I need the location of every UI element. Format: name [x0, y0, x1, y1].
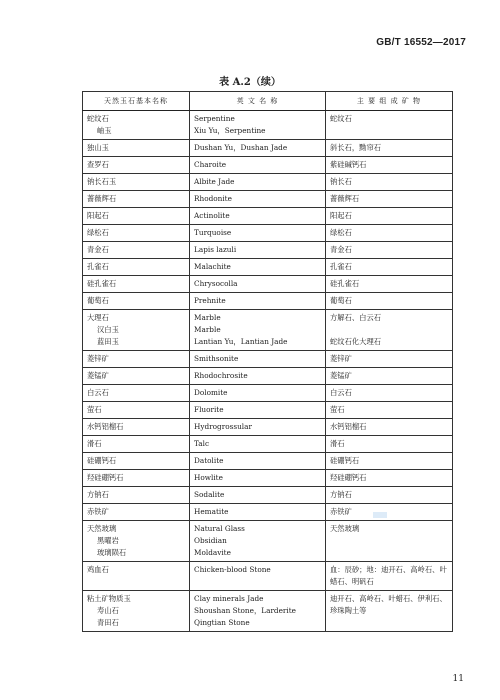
cell-text: Talc: [194, 439, 210, 448]
cell-text: 蔷薇辉石: [330, 194, 360, 203]
cell-text: Howlite: [194, 473, 223, 482]
cell-basic-name: [83, 157, 190, 174]
cell-text: [330, 324, 448, 336]
cell-text: Turquoise: [194, 228, 232, 237]
cell-text: 蛇纹石化大理石: [330, 337, 382, 346]
cell-text: Datolite: [194, 456, 224, 465]
cell-main-minerals: [326, 487, 453, 504]
cell-text: 血：辰砂；地：迪开石、高岭石、叶蜡石、明矾石: [330, 565, 447, 586]
cell-text: Hydrogrossular: [194, 422, 252, 431]
cell-basic-name: [83, 225, 190, 242]
cell-text: 钠长石: [330, 177, 352, 186]
cell-basic-name: [83, 111, 190, 140]
cell-basic-name: [83, 591, 190, 632]
cell-main-minerals: [326, 242, 453, 259]
cell-text: 硅孔雀石: [87, 279, 117, 288]
cell-text: 蛇纹石: [87, 114, 109, 123]
cell-text: 白云石: [87, 388, 109, 397]
cell-text: 菱锰矿: [87, 371, 109, 380]
cell-english-name: [190, 276, 326, 293]
cell-basic-name: [83, 402, 190, 419]
cell-text: 赤铁矿: [330, 507, 352, 516]
cell-text: 查罗石: [87, 160, 109, 169]
cell-main-minerals: [326, 276, 453, 293]
cell-text: Hematite: [194, 507, 229, 516]
cell-text: 硅孔雀石: [330, 279, 360, 288]
cell-text: Marble: [194, 313, 221, 322]
cell-basic-name: [83, 310, 190, 351]
cell-text: 迪开石、高岭石、叶蜡石、伊利石、珍珠陶土等: [330, 594, 447, 615]
table-row: [83, 293, 453, 310]
cell-main-minerals: [326, 225, 453, 242]
cell-text: 水钙铝榴石: [330, 422, 367, 431]
cell-main-minerals: [326, 259, 453, 276]
cell-english-name: [190, 402, 326, 419]
cell-text: Shoushan Stone，Larderite: [194, 606, 296, 615]
cell-text: Charoite: [194, 160, 227, 169]
cell-english-name: [190, 453, 326, 470]
cell-english-name: [190, 436, 326, 453]
cell-basic-name: [83, 521, 190, 562]
cell-text: Marble: [194, 325, 221, 334]
cell-english-name: [190, 521, 326, 562]
watermark-mark: [373, 512, 387, 518]
cell-text: Actinolite: [194, 211, 230, 220]
table-row: [83, 174, 453, 191]
cell-basic-name: [83, 351, 190, 368]
cell-text: 粘土矿物质玉: [87, 594, 131, 603]
cell-basic-name: [83, 419, 190, 436]
cell-basic-name: [83, 140, 190, 157]
cell-text: 青金石: [87, 245, 109, 254]
cell-english-name: [190, 310, 326, 351]
cell-text: Lapis lazuli: [194, 245, 237, 254]
cell-text: Prehnite: [194, 296, 226, 305]
cell-english-name: [190, 504, 326, 521]
standard-code: GB/T 16552—2017: [376, 37, 466, 48]
cell-basic-name: [83, 368, 190, 385]
cell-text: 滑石: [87, 439, 102, 448]
cell-english-name: [190, 419, 326, 436]
cell-english-name: [190, 225, 326, 242]
table-title: 表 A.2（续）: [219, 77, 281, 88]
cell-text: 硅硼钙石: [330, 456, 360, 465]
cell-text: 岫玉: [97, 126, 112, 135]
cell-basic-name: [83, 242, 190, 259]
cell-text: 孔雀石: [87, 262, 109, 271]
cell-main-minerals: [326, 174, 453, 191]
table-row: [83, 402, 453, 419]
table-row: [83, 591, 453, 632]
cell-text: Clay minerals Jade: [194, 594, 264, 603]
cell-text: 紫硅碱钙石: [330, 160, 367, 169]
cell-main-minerals: [326, 351, 453, 368]
cell-text: Xiu Yu，Serpentine: [194, 126, 266, 135]
cell-main-minerals: [326, 436, 453, 453]
cell-main-minerals: [326, 402, 453, 419]
cell-basic-name: [83, 259, 190, 276]
table-row: [83, 351, 453, 368]
cell-basic-name: [83, 504, 190, 521]
table-row: [83, 259, 453, 276]
cell-main-minerals: [326, 368, 453, 385]
cell-text: 独山玉: [87, 143, 109, 152]
cell-english-name: [190, 191, 326, 208]
cell-text: 方钠石: [330, 490, 352, 499]
cell-main-minerals: [326, 470, 453, 487]
cell-text: 绿松石: [87, 228, 109, 237]
cell-text: 寿山石: [97, 606, 119, 615]
cell-main-minerals: [326, 562, 453, 591]
cell-basic-name: [83, 562, 190, 591]
page-number: 11: [452, 674, 464, 684]
cell-text: 斜长石，黝帘石: [330, 143, 382, 152]
cell-text: Obsidian: [194, 536, 227, 545]
cell-basic-name: [83, 208, 190, 225]
cell-text: 白云石: [330, 388, 352, 397]
column-header-main-minerals: 主 要 组 成 矿 物: [326, 92, 453, 111]
column-header-basic-name: 天然玉石基本名称: [83, 92, 190, 111]
cell-main-minerals: [326, 293, 453, 310]
table-header-row: [83, 92, 453, 111]
cell-english-name: [190, 140, 326, 157]
cell-text: Malachite: [194, 262, 231, 271]
cell-basic-name: [83, 453, 190, 470]
table-row: [83, 470, 453, 487]
cell-text: 蔷薇辉石: [87, 194, 117, 203]
cell-text: 硅硼钙石: [87, 456, 117, 465]
table-row: [83, 310, 453, 351]
cell-main-minerals: [326, 310, 453, 351]
cell-text: 青田石: [97, 618, 119, 627]
cell-text: 滑石: [330, 439, 345, 448]
cell-main-minerals: [326, 521, 453, 562]
gemstone-names-table: [82, 91, 453, 632]
cell-english-name: [190, 293, 326, 310]
cell-main-minerals: [326, 191, 453, 208]
cell-text: 天然玻璃: [87, 524, 117, 533]
cell-english-name: [190, 174, 326, 191]
cell-main-minerals: [326, 111, 453, 140]
cell-english-name: [190, 470, 326, 487]
cell-main-minerals: [326, 385, 453, 402]
cell-english-name: [190, 208, 326, 225]
cell-text: 大理石: [87, 313, 109, 322]
cell-text: 汉白玉: [97, 325, 119, 334]
cell-english-name: [190, 591, 326, 632]
table-row: [83, 140, 453, 157]
cell-english-name: [190, 562, 326, 591]
cell-basic-name: [83, 436, 190, 453]
table-row: [83, 208, 453, 225]
table-row: [83, 111, 453, 140]
cell-text: Lantian Yu，Lantian Jade: [194, 337, 288, 346]
cell-text: Moldavite: [194, 548, 231, 557]
table-row: [83, 157, 453, 174]
cell-text: Chrysocolla: [194, 279, 238, 288]
table-row: [83, 385, 453, 402]
table-row: [83, 504, 453, 521]
table-row: [83, 225, 453, 242]
cell-text: Dolomite: [194, 388, 228, 397]
table-row: [83, 368, 453, 385]
cell-text: 黑曜岩: [97, 536, 119, 545]
cell-english-name: [190, 385, 326, 402]
cell-text: 鸡血石: [87, 565, 109, 574]
table-row: [83, 436, 453, 453]
cell-english-name: [190, 111, 326, 140]
table-row: [83, 191, 453, 208]
cell-text: 钠长石玉: [87, 177, 117, 186]
cell-english-name: [190, 351, 326, 368]
table-row: [83, 242, 453, 259]
cell-text: 羟硅硼钙石: [87, 473, 124, 482]
cell-text: 阳起石: [87, 211, 109, 220]
cell-main-minerals: [326, 504, 453, 521]
cell-english-name: [190, 487, 326, 504]
cell-text: Fluorite: [194, 405, 224, 414]
cell-basic-name: [83, 385, 190, 402]
cell-main-minerals: [326, 140, 453, 157]
cell-main-minerals: [326, 419, 453, 436]
cell-text: 方钠石: [87, 490, 109, 499]
table-row: [83, 521, 453, 562]
cell-text: 蛇纹石: [330, 114, 352, 123]
cell-basic-name: [83, 293, 190, 310]
cell-text: Dushan Yu，Dushan Jade: [194, 143, 288, 152]
cell-basic-name: [83, 191, 190, 208]
cell-text: Serpentine: [194, 114, 235, 123]
cell-text: 羟硅硼钙石: [330, 473, 367, 482]
cell-text: Albite Jade: [194, 177, 235, 186]
cell-basic-name: [83, 487, 190, 504]
cell-main-minerals: [326, 157, 453, 174]
table-row: [83, 419, 453, 436]
cell-text: 萤石: [330, 405, 345, 414]
cell-text: 萤石: [87, 405, 102, 414]
cell-main-minerals: [326, 591, 453, 632]
cell-english-name: [190, 259, 326, 276]
cell-basic-name: [83, 174, 190, 191]
column-header-english-name: 英 文 名 称: [190, 92, 326, 111]
cell-text: 菱锌矿: [87, 354, 109, 363]
cell-text: Chicken-blood Stone: [194, 565, 271, 574]
cell-main-minerals: [326, 208, 453, 225]
cell-text: Smithsonite: [194, 354, 239, 363]
cell-text: Rhodochrosite: [194, 371, 248, 380]
cell-basic-name: [83, 276, 190, 293]
cell-text: 玻璃陨石: [97, 548, 127, 557]
cell-text: 绿松石: [330, 228, 352, 237]
cell-main-minerals: [326, 453, 453, 470]
cell-text: 阳起石: [330, 211, 352, 220]
cell-text: 蓝田玉: [97, 337, 119, 346]
cell-text: 菱锰矿: [330, 371, 352, 380]
cell-text: 孔雀石: [330, 262, 352, 271]
cell-text: 水钙铝榴石: [87, 422, 124, 431]
cell-text: Rhodonite: [194, 194, 232, 203]
cell-english-name: [190, 368, 326, 385]
cell-text: Qingtian Stone: [194, 618, 250, 627]
cell-text: 葡萄石: [330, 296, 352, 305]
cell-text: 方解石、白云石: [330, 313, 382, 322]
table-row: [83, 487, 453, 504]
cell-english-name: [190, 242, 326, 259]
table-row: [83, 276, 453, 293]
table-row: [83, 453, 453, 470]
cell-text: 天然玻璃: [330, 524, 360, 533]
cell-text: Natural Glass: [194, 524, 245, 533]
table-row: [83, 562, 453, 591]
cell-text: 青金石: [330, 245, 352, 254]
cell-text: 葡萄石: [87, 296, 109, 305]
cell-text: 赤铁矿: [87, 507, 109, 516]
cell-english-name: [190, 157, 326, 174]
cell-text: 菱锌矿: [330, 354, 352, 363]
cell-basic-name: [83, 470, 190, 487]
cell-text: Sodalite: [194, 490, 225, 499]
